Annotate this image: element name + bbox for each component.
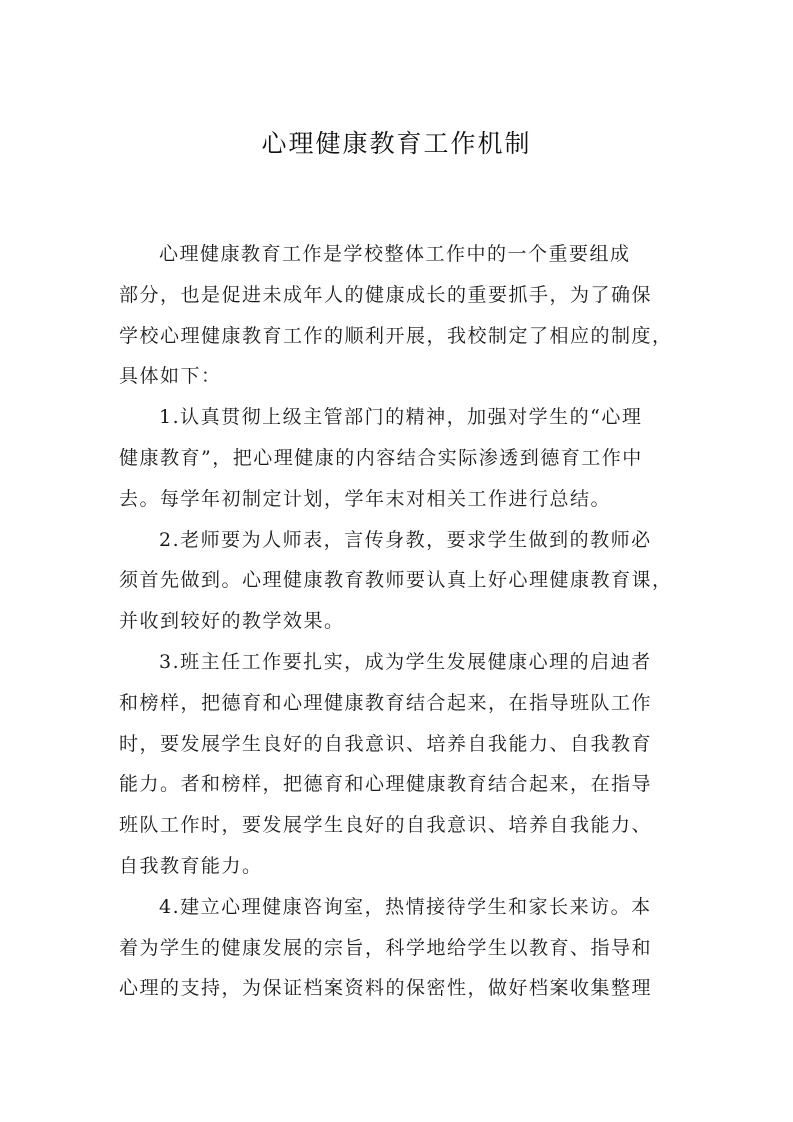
body-line: 能力。者和榜样，把德育和心理健康教育结合起来，在指导 — [119, 773, 653, 796]
body-line: 2.老师要为人师表，言传身教，要求学生做到的教师必 — [159, 528, 652, 551]
body-line: 学校心理健康教育工作的顺利开展，我校制定了相应的制度， — [119, 324, 673, 347]
body-line: 时，要发展学生良好的自我意识、培养自我能力、自我教育 — [119, 732, 653, 755]
body-line: 自我教育能力。 — [119, 854, 263, 877]
body-line: 健康教育”，把心理健康的内容结合实际渗透到德育工作中 — [119, 446, 643, 469]
body-line: 并收到较好的教学效果。 — [119, 610, 345, 633]
body-line: 心理健康教育工作是学校整体工作中的一个重要组成 — [159, 243, 631, 265]
document-title: 心理健康教育工作机制 — [261, 129, 532, 158]
body-line: 和榜样，把德育和心理健康教育结合起来，在指导班队工作 — [119, 691, 653, 714]
document-body — [119, 234, 679, 1009]
body-line: 具体如下： — [119, 365, 222, 388]
body-line: 着为学生的健康发展的宗旨，科学地给学生以教育、指导和 — [119, 936, 653, 959]
body-line: 1.认真贯彻上级主管部门的精神，加强对学生的“心理 — [159, 406, 643, 429]
body-line: 4.建立心理健康咨询室，热情接待学生和家长来访。本 — [159, 895, 652, 918]
body-line: 部分，也是促进未成年人的健康成长的重要抓手，为了确保 — [119, 283, 653, 306]
body-line: 心理的支持，为保证档案资料的保密性，做好档案收集整理 — [119, 977, 653, 1000]
body-line: 班队工作时，要发展学生良好的自我意识、培养自我能力、 — [119, 814, 653, 837]
body-line: 去。每学年初制定计划，学年末对相关工作进行总结。 — [119, 487, 612, 510]
body-line: 须首先做到。心理健康教育教师要认真上好心理健康教育课， — [119, 569, 673, 592]
body-line: 3.班主任工作要扎实，成为学生发展健康心理的启迪者 — [159, 650, 652, 673]
